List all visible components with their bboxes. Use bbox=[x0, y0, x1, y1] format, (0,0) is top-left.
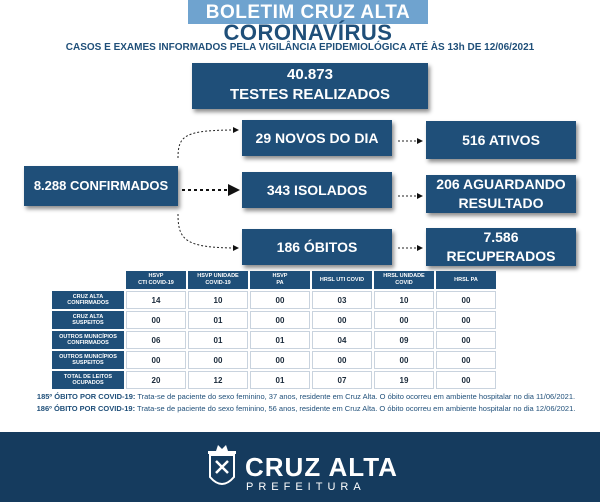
beds-table bbox=[50, 269, 498, 391]
note-1: 185º ÓBITO POR COVID-19: Trata-se de paciente do sexo feminino, 37 anos, residente em Cruz Alta. O óbito ocorreu em ambiente hospitalar no dia 11/06/2021. bbox=[36, 392, 576, 401]
row-header: OUTROS MUNICÍPIOS SUSPEITOS bbox=[52, 351, 124, 369]
deaths-box: 186 ÓBITOS bbox=[242, 229, 392, 265]
row-header: CRUZ ALTA CONFIRMADOS bbox=[52, 291, 124, 309]
table-cell: 14 bbox=[126, 291, 186, 309]
coat-of-arms-icon bbox=[204, 441, 240, 495]
table-cell: 00 bbox=[436, 371, 496, 389]
table-cell: 20 bbox=[126, 371, 186, 389]
table-row bbox=[52, 371, 496, 389]
new-cases-box: 29 NOVOS DO DIA bbox=[242, 120, 392, 156]
column-header: HRSL UTI COVID bbox=[312, 271, 372, 289]
table-cell: 03 bbox=[312, 291, 372, 309]
table-cell: 00 bbox=[250, 351, 310, 369]
recovered-line-1: 7.586 bbox=[483, 229, 519, 245]
table-cell: 00 bbox=[312, 351, 372, 369]
table-cell: 10 bbox=[188, 291, 248, 309]
table-cell: 00 bbox=[374, 311, 434, 329]
table-cell: 00 bbox=[436, 291, 496, 309]
footer-subtitle: PREFEITURA bbox=[246, 481, 366, 493]
table-cell: 09 bbox=[374, 331, 434, 349]
tests-value: 40.873 bbox=[287, 66, 333, 83]
table-row bbox=[52, 351, 496, 369]
page-subtitle: CORONAVÍRUS bbox=[223, 20, 393, 45]
table-cell: 01 bbox=[250, 331, 310, 349]
table-cell: 00 bbox=[436, 331, 496, 349]
table-cell: 19 bbox=[374, 371, 434, 389]
table-cell: 00 bbox=[250, 291, 310, 309]
waiting-line-2: RESULTADO bbox=[458, 195, 544, 211]
footer-title: CRUZ ALTA bbox=[245, 452, 398, 482]
table-cell: 01 bbox=[250, 371, 310, 389]
column-header: HRSL UNIDADE COVID bbox=[374, 271, 434, 289]
column-header: HRSL PA bbox=[436, 271, 496, 289]
table-cell: 00 bbox=[126, 311, 186, 329]
table-header-row bbox=[52, 271, 496, 289]
banner-title: BOLETIM CRUZ ALTA bbox=[188, 0, 428, 24]
row-header: TOTAL DE LEITOS OCUPADOS bbox=[52, 371, 124, 389]
table-row bbox=[52, 331, 496, 349]
table-cell: 01 bbox=[188, 311, 248, 329]
waiting-line-1: 206 AGUARDANDO bbox=[436, 176, 566, 192]
column-header: HSVP CTI COVID-19 bbox=[126, 271, 186, 289]
table-cell: 00 bbox=[188, 351, 248, 369]
table-cell: 00 bbox=[374, 351, 434, 369]
table-cell: 07 bbox=[312, 371, 372, 389]
table-corner bbox=[52, 271, 124, 289]
table-cell: 04 bbox=[312, 331, 372, 349]
table-cell: 10 bbox=[374, 291, 434, 309]
row-header: OUTROS MUNICÍPIOS CONFIRMADOS bbox=[52, 331, 124, 349]
death-notes bbox=[26, 392, 586, 413]
table-cell: 12 bbox=[188, 371, 248, 389]
recovered-line-2: RECUPERADOS bbox=[446, 248, 556, 264]
table-cell: 00 bbox=[436, 351, 496, 369]
info-line: CASOS E EXAMES INFORMADOS PELA VIGILÂNCIA EPIDEMIOLÓGICA ATÉ ÀS 13h DE 12/06/2021 bbox=[65, 42, 535, 53]
table-cell: 00 bbox=[126, 351, 186, 369]
table-cell: 06 bbox=[126, 331, 186, 349]
confirmed-box: 8.288 CONFIRMADOS bbox=[24, 166, 178, 206]
table-cell: 01 bbox=[188, 331, 248, 349]
recovered-box bbox=[426, 228, 576, 266]
table-cell: 00 bbox=[250, 311, 310, 329]
waiting-box bbox=[426, 175, 576, 213]
tests-label: TESTES REALIZADOS bbox=[229, 86, 390, 103]
table-row bbox=[52, 291, 496, 309]
row-header: CRUZ ALTA SUSPEITOS bbox=[52, 311, 124, 329]
column-header: HSVP UNIDADE COVID-19 bbox=[188, 271, 248, 289]
table-cell: 00 bbox=[312, 311, 372, 329]
active-box: 516 ATIVOS bbox=[426, 121, 576, 159]
table-row bbox=[52, 311, 496, 329]
note-2: 186º ÓBITO POR COVID-19: Trata-se de paciente do sexo feminino, 56 anos, residente em Cruz Alta. O óbito ocorreu em ambiente hospitalar no dia 12/06/2021. bbox=[36, 403, 576, 413]
table-cell: 00 bbox=[436, 311, 496, 329]
column-header: HSVP PA bbox=[250, 271, 310, 289]
isolated-box: 343 ISOLADOS bbox=[242, 172, 392, 208]
